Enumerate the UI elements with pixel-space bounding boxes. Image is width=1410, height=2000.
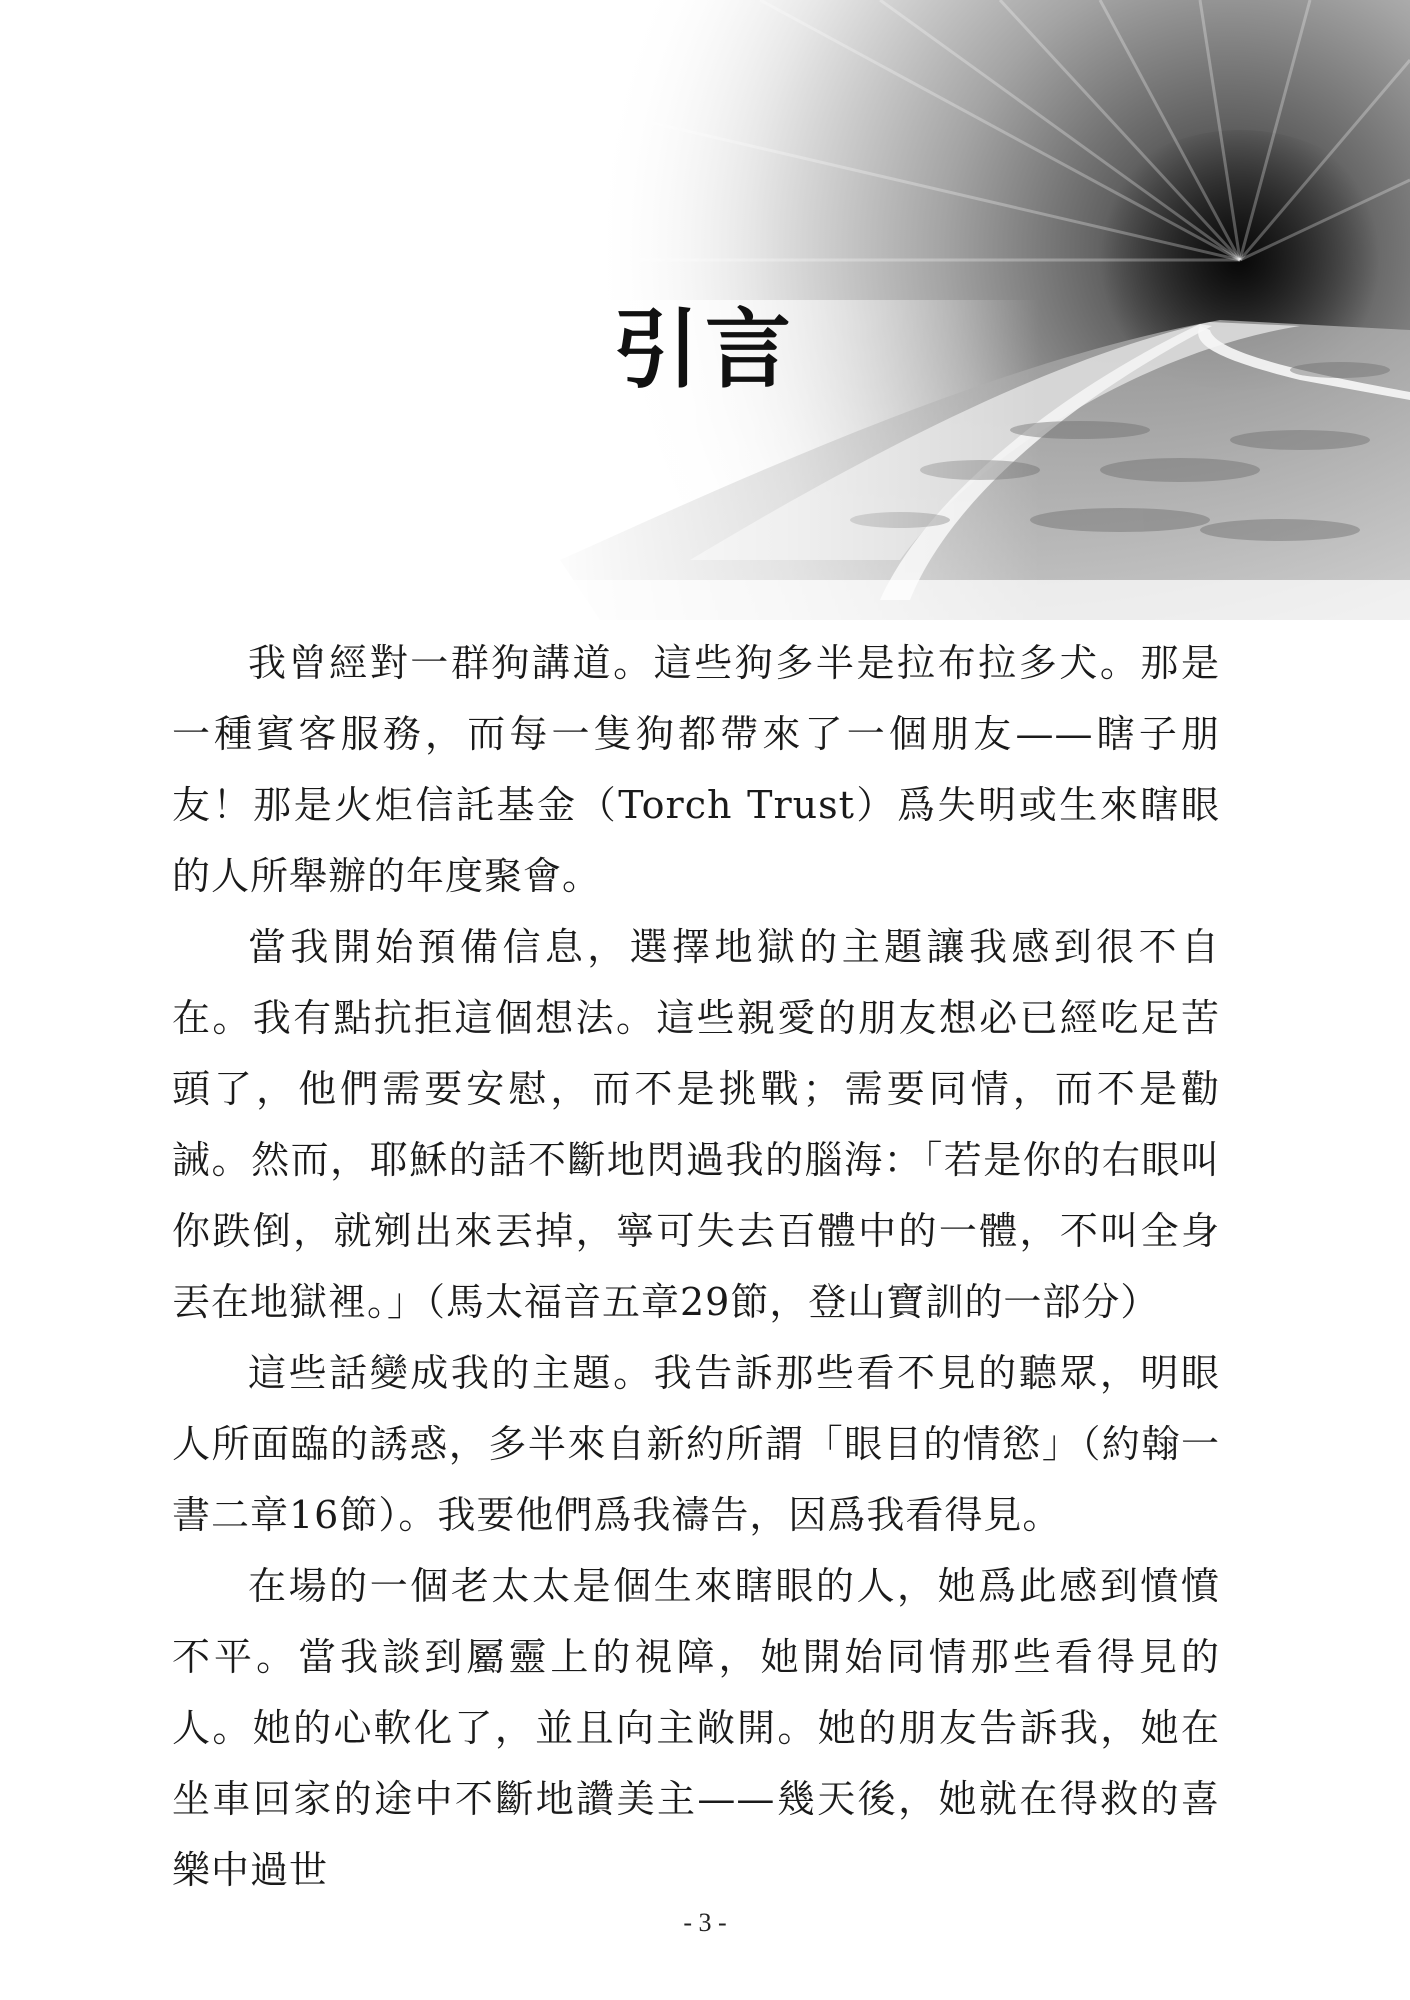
body-text xyxy=(172,628,1220,1906)
page-title: 引言 xyxy=(613,300,797,400)
paragraph: 這些話變成我的主題。我告訴那些看不見的聽眾，明眼人所面臨的誘惑，多半來自新約所謂「眼目的情慾」（約翰一書二章16節）。我要他們爲我禱告，因爲我看得見。 xyxy=(172,1351,1220,1537)
paragraph: 我曾經對一群狗講道。這些狗多半是拉布拉多犬。那是一種賓客服務，而每一隻狗都帶來了一個朋友——瞎子朋友！那是火炬信託基金（Torch Trust）爲失明或生來瞎眼的人所舉辦的年度聚會。 xyxy=(172,641,1220,898)
paragraph: 在場的一個老太太是個生來瞎眼的人，她爲此感到憤憤不平。當我談到屬靈上的視障，她開始同情那些看得見的人。她的心軟化了，並且向主敞開。她的朋友告訴我，她在坐車回家的途中不斷地讚美主——幾天後，她就在得救的喜樂中過世 xyxy=(172,1564,1220,1892)
page-number: - 3 - xyxy=(683,1908,727,1937)
paragraph: 當我開始預備信息，選擇地獄的主題讓我感到很不自在。我有點抗拒這個想法。這些親愛的朋友想必已經吃足苦頭了，他們需要安慰，而不是挑戰；需要同情，而不是勸誡。然而，耶穌的話不斷地閃過我的腦海：「若是你的右眼叫你跌倒，就剜出來丟掉，寧可失去百體中的一體，不叫全身丟在地獄裡。」（馬太福音五章29節，登山寶訓的一部分） xyxy=(172,925,1220,1324)
